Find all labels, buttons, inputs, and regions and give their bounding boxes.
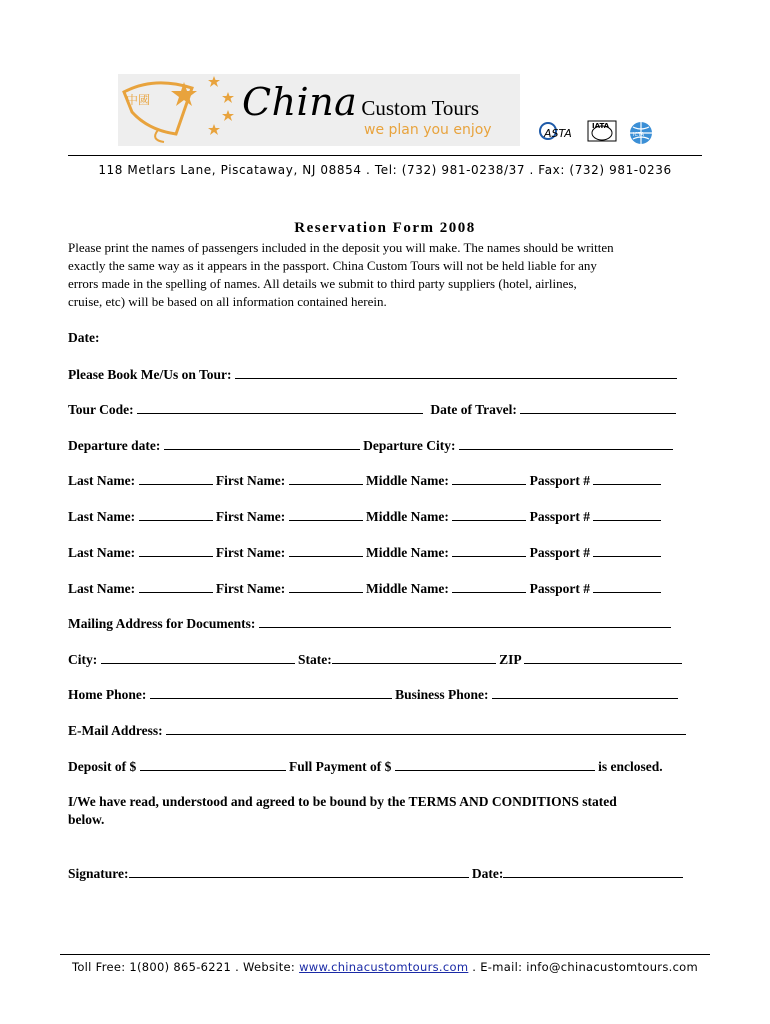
deposit-label: Deposit of $ [68,759,137,774]
terms-statement [68,794,617,828]
first-name-label: First Name: [215,473,286,488]
middle-name-label: Middle Name: [365,545,449,560]
zip-field[interactable] [524,651,682,664]
last-name-field[interactable] [139,472,213,485]
signature-field[interactable] [129,865,469,878]
first-name-field[interactable] [289,580,363,593]
svg-text:ASTA: ASTA [544,127,572,140]
passenger-row [68,580,661,597]
middle-name-label: Middle Name: [365,509,449,524]
passport-label: Passport # [529,509,590,524]
last-name-field[interactable] [139,580,213,593]
middle-name-field[interactable] [452,472,526,485]
intro-line: exactly the same way as it appears in the passport. China Custom Tours will not be held liable for any [68,258,597,273]
business-phone-field[interactable] [492,686,678,699]
intro-line: errors made in the spelling of names. All details we submit to third party suppliers (hotel, airlines, [68,276,577,291]
svg-text:ICTA: ICTA [633,132,645,138]
fan-star-logo-icon [118,74,242,146]
city-label: City: [68,652,98,667]
departure-date-label: Departure date: [68,438,161,453]
email-field[interactable] [166,722,686,735]
last-name-field[interactable] [139,544,213,557]
terms-line: I/We have read, understood and agreed to be bound by the TERMS AND CONDITIONS stated [68,794,617,809]
passport-label: Passport # [529,545,590,560]
mailing-address-field[interactable] [259,615,671,628]
passenger-row [68,508,661,525]
home-phone-field[interactable] [150,686,392,699]
state-label: State: [298,652,332,667]
last-name-label: Last Name: [68,581,136,596]
brand-china-text: China [242,80,358,124]
brand-custom-tours-text: Custom Tours [361,96,480,120]
passport-field[interactable] [593,544,661,557]
full-payment-field[interactable] [395,758,595,771]
date-row [68,330,99,346]
enclosed-label: is enclosed. [598,759,663,774]
brand-tagline: we plan you enjoy [364,122,492,138]
payment-row [68,758,663,775]
first-name-field[interactable] [289,544,363,557]
first-name-label: First Name: [215,581,286,596]
intro-line: Please print the names of passengers included in the deposit you will make. The names should be written [68,240,614,255]
email-row [68,722,686,739]
book-tour-row [68,366,677,383]
brand-name [242,80,479,124]
middle-name-field[interactable] [452,508,526,521]
book-tour-label: Please Book Me/Us on Tour: [68,367,232,382]
page-footer [60,954,710,974]
home-phone-label: Home Phone: [68,687,147,702]
terms-line: below. [68,812,105,827]
date-of-travel-field[interactable] [520,401,676,414]
date-label: Date: [68,330,100,345]
signature-label: Signature: [68,866,129,881]
phone-row [68,686,678,703]
business-phone-label: Business Phone: [395,687,489,702]
departure-city-field[interactable] [459,437,673,450]
departure-date-field[interactable] [164,437,360,450]
middle-name-field[interactable] [452,544,526,557]
passport-field[interactable] [593,508,661,521]
signature-row [68,865,683,882]
deposit-field[interactable] [140,758,286,771]
signature-date-field[interactable] [503,865,683,878]
city-field[interactable] [101,651,295,664]
book-tour-field[interactable] [235,366,677,379]
intro-line: cruise, etc) will be based on all information contained herein. [68,294,387,309]
last-name-label: Last Name: [68,545,136,560]
middle-name-label: Middle Name: [365,473,449,488]
last-name-label: Last Name: [68,509,136,524]
tour-code-row [68,401,676,418]
form-title: Reservation Form 2008 [294,220,476,236]
departure-city-label: Departure City: [363,438,456,453]
middle-name-field[interactable] [452,580,526,593]
middle-name-label: Middle Name: [365,581,449,596]
passport-label: Passport # [529,581,590,596]
departure-row [68,437,673,454]
svg-text:中國: 中國 [126,93,151,107]
mailing-address-label: Mailing Address for Documents: [68,616,256,631]
tour-code-field[interactable] [137,401,423,414]
email-label: E-Mail Address: [68,723,163,738]
passport-field[interactable] [593,580,661,593]
iata-logo-icon [584,118,622,144]
footer-phone-text: Toll Free: 1(800) 865-6221 . Website: [71,960,300,974]
asta-logo-icon [538,120,576,142]
first-name-label: First Name: [215,545,286,560]
city-state-zip-row [68,651,682,668]
full-payment-label: Full Payment of $ [289,759,392,774]
footer-contact [60,960,710,974]
last-name-field[interactable] [139,508,213,521]
passport-label: Passport # [529,473,590,488]
company-logo [118,74,520,146]
last-name-label: Last Name: [68,473,136,488]
passport-field[interactable] [593,472,661,485]
first-name-label: First Name: [215,509,286,524]
globe-association-icon [628,120,654,146]
date-of-travel-label: Date of Travel: [430,402,517,417]
signature-date-label: Date: [471,866,504,881]
intro-paragraph [68,239,708,311]
passenger-row [68,472,661,489]
first-name-field[interactable] [289,508,363,521]
svg-text:IATA: IATA [592,122,610,130]
header-divider [68,155,702,156]
mailing-address-row [68,615,671,632]
tour-code-label: Tour Code: [68,402,134,417]
company-address-line: 118 Metlars Lane, Piscataway, NJ 08854 . Tel: (732) 981-0238/37 . Fax: (732) 981-0236 [98,163,672,177]
footer-email-text: . E-mail: info@chinacustomtours.com [468,960,699,974]
zip-label: ZIP [499,652,521,667]
passenger-row [68,544,661,561]
first-name-field[interactable] [289,472,363,485]
website-link[interactable]: www.chinacustomtours.com [299,960,469,974]
letterhead [118,74,645,146]
state-field[interactable] [332,651,496,664]
